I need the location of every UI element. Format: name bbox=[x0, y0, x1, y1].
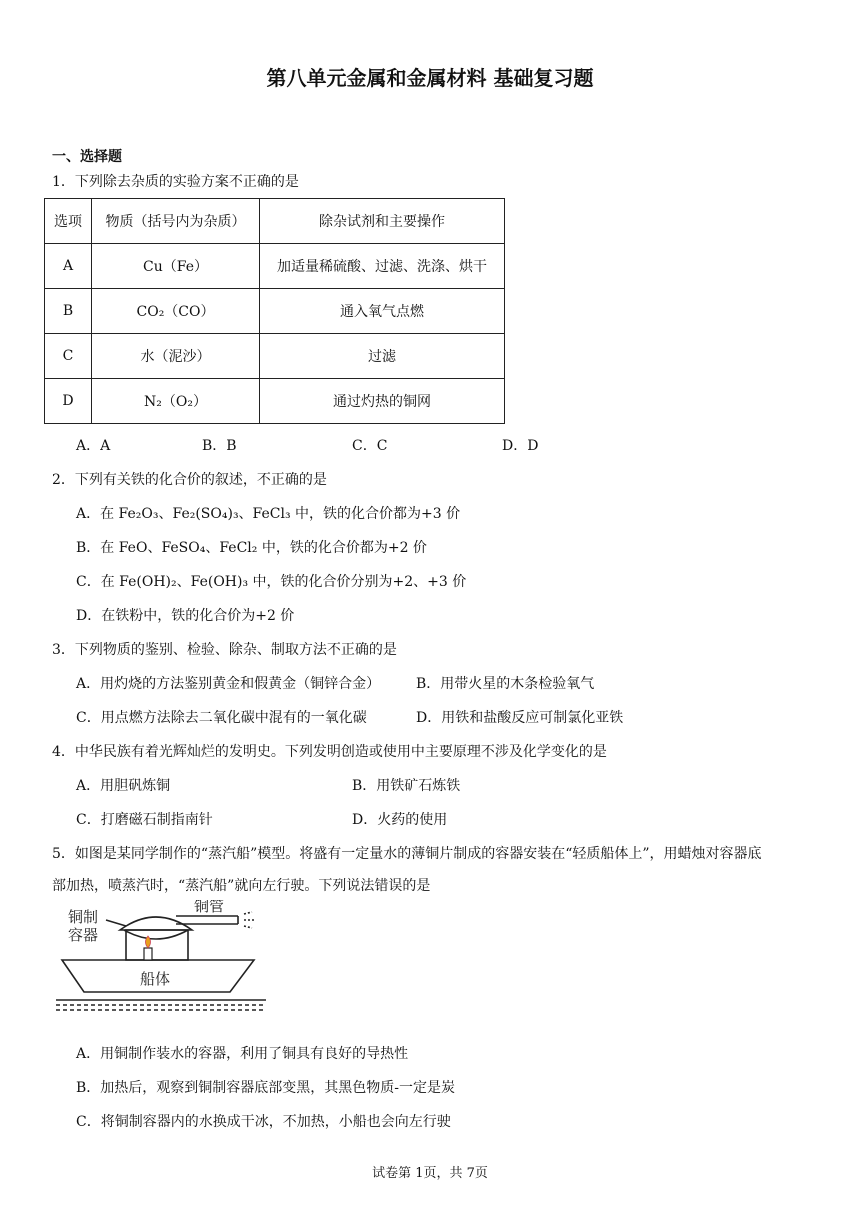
table-cell: 过滤 bbox=[260, 334, 505, 379]
question-5-stem-line-1: 5．如图是某同学制作的“蒸汽船”模型。将盛有一定量水的薄铜片制成的容器安装在“轻质船体上”，用蜡烛对容器底 bbox=[52, 846, 762, 862]
table-cell: 通入氧气点燃 bbox=[260, 289, 505, 334]
table-cell: D bbox=[45, 379, 92, 424]
candle-shape bbox=[144, 948, 152, 960]
option-b: B．B bbox=[202, 438, 237, 454]
option-c: C．打磨磁石制指南针 bbox=[76, 812, 213, 828]
table-row bbox=[45, 334, 505, 379]
option-c: C．C bbox=[352, 438, 388, 454]
section-heading: 一、选择题 bbox=[52, 149, 122, 165]
option-c: C．将铜制容器内的水换成干冰，不加热，小船也会向左行驶 bbox=[76, 1114, 451, 1130]
option-b: B．在 FeO、FeSO₄、FeCl₂ 中，铁的化合价都为+2 价 bbox=[76, 540, 427, 556]
option-a: A．A bbox=[76, 438, 111, 454]
option-a: A．在 Fe₂O₃、Fe₂(SO₄)₃、FeCl₃ 中，铁的化合价都为+3 价 bbox=[76, 506, 461, 522]
option-d: D．用铁和盐酸反应可制氯化亚铁 bbox=[416, 710, 624, 726]
option-d: D．火药的使用 bbox=[352, 812, 448, 828]
option-d: D．D bbox=[502, 438, 539, 454]
table-row bbox=[45, 379, 505, 424]
table-cell: C bbox=[45, 334, 92, 379]
table-cell: CO₂（CO） bbox=[92, 289, 260, 334]
option-b: B．加热后，观察到铜制容器底部变黑，其黑色物质-一定是炭 bbox=[76, 1080, 456, 1096]
table-header-cell: 选项 bbox=[45, 199, 92, 244]
question-1-table bbox=[44, 198, 505, 424]
table-cell: 通过灼热的铜网 bbox=[260, 379, 505, 424]
option-c: C．用点燃方法除去二氧化碳中混有的一氧化碳 bbox=[76, 710, 367, 726]
option-d: D．在铁粉中，铁的化合价为+2 价 bbox=[76, 608, 295, 624]
table-cell: A bbox=[45, 244, 92, 289]
table-header-row bbox=[45, 199, 505, 244]
option-c: C．在 Fe(OH)₂、Fe(OH)₃ 中，铁的化合价分别为+2、+3 价 bbox=[76, 574, 467, 590]
table-row bbox=[45, 244, 505, 289]
label-container: 铜制 bbox=[68, 908, 99, 926]
table-cell: N₂（O₂） bbox=[92, 379, 260, 424]
steamboat-diagram bbox=[54, 900, 274, 1030]
option-b: B．用铁矿石炼铁 bbox=[352, 778, 461, 794]
page-title: 第八单元金属和金属材料 基础复习题 bbox=[266, 66, 594, 90]
table-cell: 加适量稀硫酸、过滤、洗涤、烘干 bbox=[260, 244, 505, 289]
question-3-stem: 3．下列物质的鉴别、检验、除杂、制取方法不正确的是 bbox=[52, 642, 397, 658]
table-cell: 水（泥沙） bbox=[92, 334, 260, 379]
question-4-stem: 4．中华民族有着光辉灿烂的发明史。下列发明创造或使用中主要原理不涉及化学变化的是 bbox=[52, 744, 607, 760]
option-b: B．用带火星的木条检验氧气 bbox=[416, 676, 595, 692]
option-a: A．用铜制作装水的容器，利用了铜具有良好的导热性 bbox=[76, 1046, 409, 1062]
option-a: A．用胆矾炼铜 bbox=[76, 778, 171, 794]
option-a: A．用灼烧的方法鉴别黄金和假黄金（铜锌合金） bbox=[76, 676, 381, 692]
label-pipe: 铜管 bbox=[194, 900, 225, 915]
question-1-stem: 1．下列除去杂质的实验方案不正确的是 bbox=[52, 174, 299, 190]
label-container-2: 容器 bbox=[68, 926, 99, 944]
table-header-cell: 除杂试剂和主要操作 bbox=[260, 199, 505, 244]
page-footer: 试卷第 1页，共 7页 bbox=[372, 1166, 488, 1181]
question-5-stem-line-2: 部加热，喷蒸汽时，“蒸汽船”就向左行驶。下列说法错误的是 bbox=[52, 878, 431, 894]
label-hull: 船体 bbox=[140, 970, 171, 988]
table-cell: Cu（Fe） bbox=[92, 244, 260, 289]
table-header-cell: 物质（括号内为杂质） bbox=[92, 199, 260, 244]
table-cell: B bbox=[45, 289, 92, 334]
table-row bbox=[45, 289, 505, 334]
question-2-stem: 2．下列有关铁的化合价的叙述，不正确的是 bbox=[52, 472, 327, 488]
steamboat-figure bbox=[54, 900, 274, 1034]
